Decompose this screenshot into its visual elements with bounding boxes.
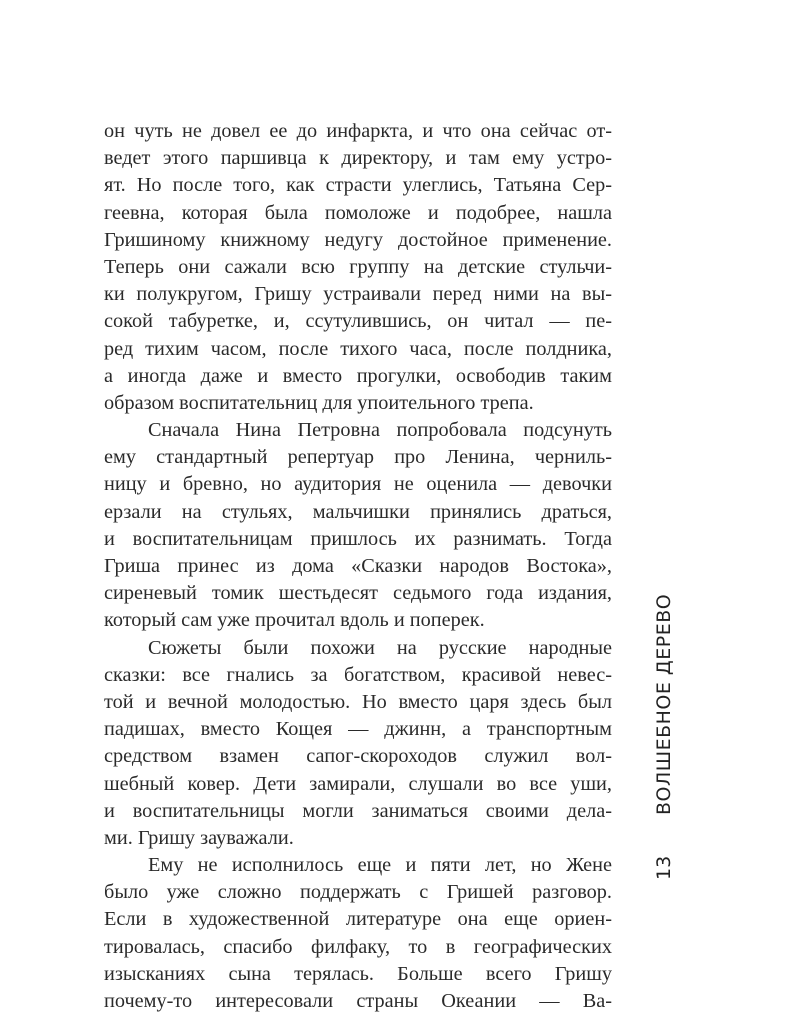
text-line: сказки: все гнались за богатством, красивой невес- [104, 663, 612, 686]
text-line: который сам уже прочитал вдоль и поперек. [104, 609, 485, 632]
text-line: ведет этого паршивца к директору, и там ему устро- [104, 147, 612, 170]
text-line: ему стандартный репертуар про Ленина, черниль- [104, 446, 612, 469]
text-line: а иногда даже и вместо прогулки, освободив таким [104, 364, 612, 387]
text-line: Сначала Нина Петровна попробовала подсунуть [148, 419, 612, 442]
text-line: Ему не исполнилось еще и пяти лет, но Жене [148, 854, 612, 877]
text-line: было уже сложно поддержать с Гришей разговор. [104, 881, 612, 904]
text-line: и воспитательницам пришлось их разнимать. Тогда [104, 527, 612, 550]
text-line: Если в художественной литературе она еще ориен- [104, 908, 612, 931]
text-line: он чуть не довел ее до инфаркта, и что она сейчас от- [104, 120, 612, 142]
text-line: Теперь они сажали всю группу на детские стульчи- [104, 255, 612, 278]
running-title: ВОЛШЕБНОЕ ДЕРЕВО [653, 593, 675, 815]
text-line: образом воспитательниц для упоительного трепа. [104, 391, 534, 414]
page-margin-footer [648, 593, 680, 890]
text-line: ред тихим часом, после тихого часа, после полдника, [104, 337, 612, 360]
page-number: 13 [653, 855, 675, 880]
text-line: шебный ковер. Дети замирали, слушали во все уши, [104, 772, 612, 795]
text-line: той и вечной молодостью. Но вместо царя здесь был [104, 690, 612, 713]
text-line: ницу и бревно, но аудитория не оценила — девочки [104, 473, 612, 496]
text-line: Гриша принес из дома «Сказки народов Востока», [104, 555, 612, 577]
text-line: сиреневый томик шестьдесят седьмого года издания, [104, 582, 612, 605]
text-line: ки полукругом, Гришу устраивали перед ними на вы- [104, 283, 612, 306]
text-line: тировалась, спасибо филфаку, то в географических [104, 935, 612, 958]
text-line: сокой табуретке, и, ссутулившись, он читал — пе- [104, 310, 612, 333]
text-line: геевна, которая была помоложе и подобрее, нашла [104, 201, 612, 224]
body-text [104, 118, 612, 1015]
text-line: падишах, вместо Кощея — джинн, а транспортным [104, 718, 612, 741]
text-line: ми. Гришу зауважали. [104, 826, 294, 849]
text-line: Гришиному книжному недугу достойное применение. [104, 228, 612, 251]
text-line: средством взамен сапог-скороходов служил вол- [104, 745, 612, 768]
text-line: ерзали на стульях, мальчишки принялись драться, [104, 500, 612, 523]
text-line: почему-то интересовали страны Океании — Ва- [104, 990, 612, 1012]
text-line: Сюжеты были похожи на русские народные [148, 636, 612, 659]
text-line: ят. Но после того, как страсти улеглись, Татьяна Сер- [104, 174, 612, 197]
text-line: и воспитательницы могли заниматься своими дела- [104, 799, 612, 822]
text-line: изысканиях сына терялась. Больше всего Гришу [104, 962, 612, 985]
